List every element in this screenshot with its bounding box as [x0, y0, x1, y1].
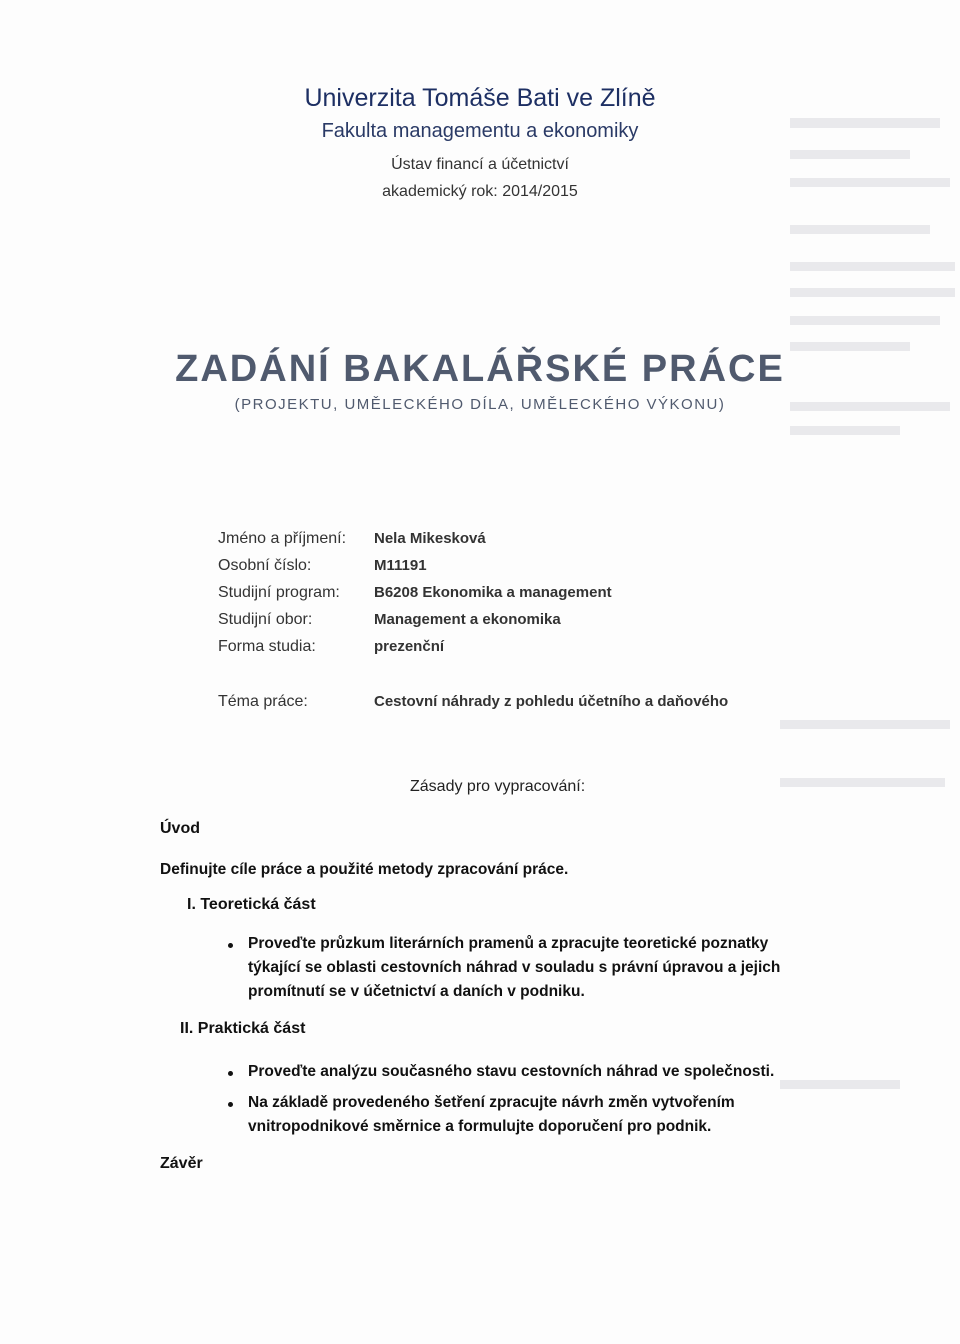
part2-heading: II. Praktická část	[180, 1020, 306, 1037]
guidelines-heading: Zásady pro vypracování:	[410, 778, 586, 795]
university-name: Univerzita Tomáše Bati ve Zlíně	[304, 84, 656, 112]
study-field: Management a ekonomika	[374, 611, 561, 628]
intro-text: Definujte cíle práce a použité metody zpracování práce.	[160, 861, 569, 878]
institute-name: Ústav financí a účetnictví	[391, 156, 569, 173]
id-label: Osobní číslo:	[218, 557, 312, 574]
bullet-icon	[228, 1071, 233, 1076]
topic-label: Téma práce:	[218, 693, 308, 710]
part2-bullet1: Proveďte analýzu současného stavu cestovních náhrad ve společnosti.	[248, 1063, 775, 1080]
thesis-topic: Cestovní náhrady z pohledu účetního a daňového	[374, 693, 729, 710]
bullet-icon	[228, 943, 233, 948]
study-program: B6208 Ekonomika a management	[374, 584, 612, 601]
academic-year: akademický rok: 2014/2015	[382, 183, 578, 200]
student-name: Nela Mikesková	[374, 530, 486, 547]
conclusion-heading: Závěr	[160, 1155, 203, 1172]
form-label: Forma studia:	[218, 638, 316, 655]
part2-bullet2-line2: vnitropodnikové směrnice a formulujte doporučení pro podnik.	[248, 1118, 712, 1135]
student-id: M11191	[374, 557, 427, 574]
part1-bullet1-line1: Proveďte průzkum literárních pramenů a zpracujte teoretické poznatky	[248, 935, 769, 952]
program-label: Studijní program:	[218, 584, 340, 601]
study-form: prezenční	[374, 638, 445, 655]
field-label: Studijní obor:	[218, 611, 313, 628]
intro-heading: Úvod	[160, 820, 200, 837]
part1-bullet1-line3: promítnutí se v účetnictví a daních v podniku.	[248, 983, 585, 1000]
part2-bullet2-line1: Na základě provedeného šetření zpracujte návrh změn vytvořením	[248, 1094, 735, 1111]
document-subtitle: (PROJEKTU, UMĚLECKÉHO DÍLA, UMĚLECKÉHO VÝKONU)	[234, 396, 726, 413]
faculty-name: Fakulta managementu a ekonomiky	[321, 120, 639, 142]
document-title: ZADÁNÍ BAKALÁŘSKÉ PRÁCE	[175, 348, 785, 390]
part1-heading: I. Teoretická část	[187, 896, 316, 913]
name-label: Jméno a příjmení:	[218, 530, 347, 547]
part1-bullet1-line2: týkající se oblasti cestovních náhrad v souladu s právní úpravou a jejich	[248, 959, 781, 976]
bullet-icon	[228, 1102, 233, 1107]
